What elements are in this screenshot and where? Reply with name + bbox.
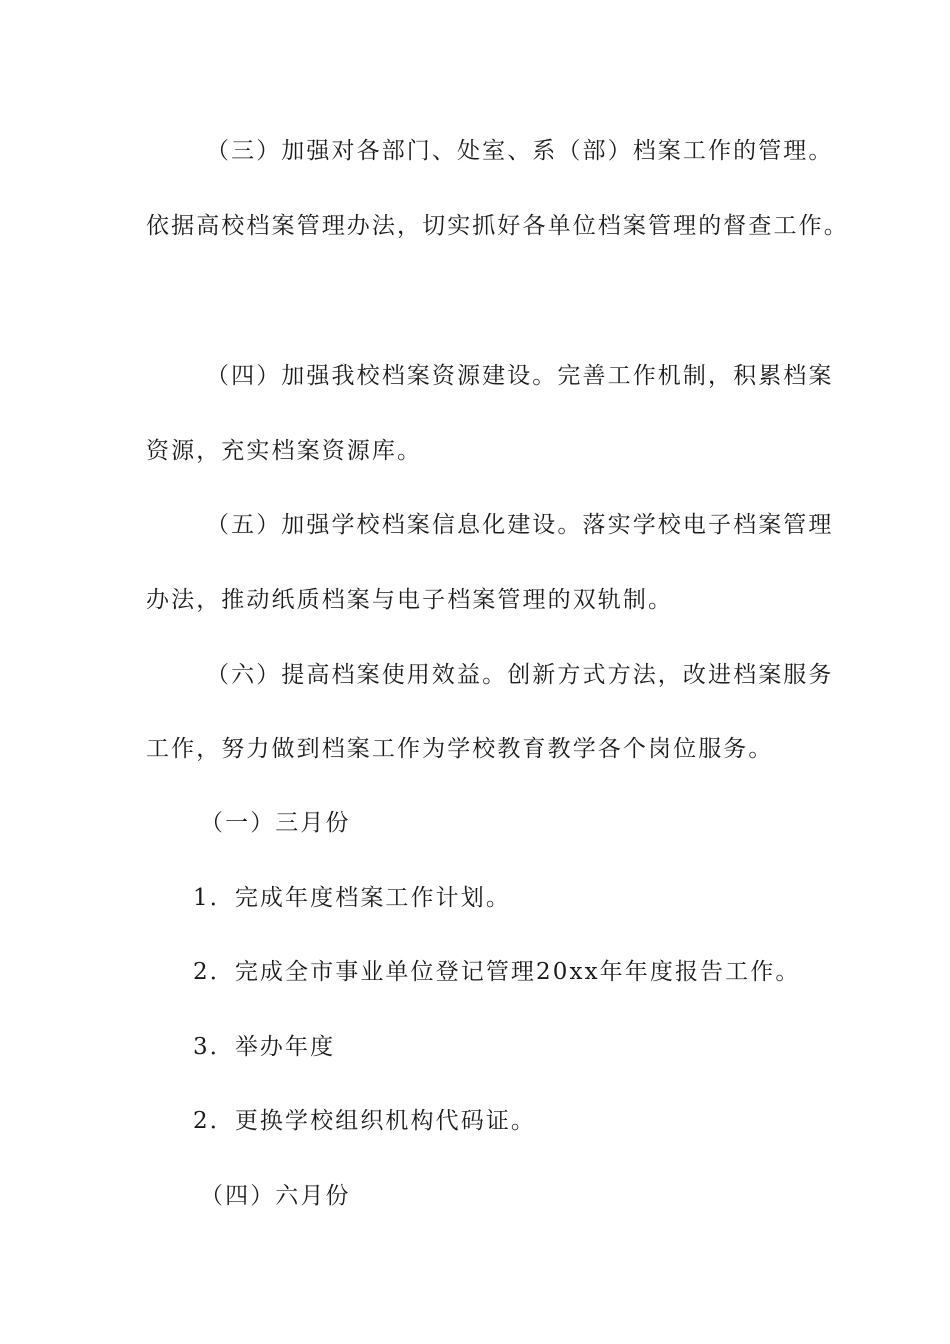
list-item: 3．举办年度 — [193, 1034, 336, 1060]
section-heading: （四）六月份 — [200, 1183, 351, 1209]
section-heading: （一）三月份 — [200, 810, 351, 836]
list-item: 2．更换学校组织机构代码证。 — [193, 1108, 537, 1134]
list-item: 2．完成全市事业单位登记管理20xx年年度报告工作。 — [193, 959, 801, 985]
paragraph-line: 办法，推动纸质档案与电子档案管理的双轨制。 — [146, 587, 674, 613]
list-item: 1．完成年度档案工作计划。 — [193, 885, 511, 911]
paragraph-line: （六）提高档案使用效益。创新方式方法，改进档案服务 — [206, 662, 834, 688]
paragraph-line: 工作，努力做到档案工作为学校教育教学各个岗位服务。 — [146, 736, 774, 762]
paragraph-line: （四）加强我校档案资源建设。完善工作机制，积累档案 — [206, 363, 834, 389]
paragraph-line: （五）加强学校档案信息化建设。落实学校电子档案管理 — [206, 512, 834, 538]
paragraph-line: 依据高校档案管理办法，切实抓好各单位档案管理的督查工作。 — [146, 213, 849, 239]
paragraph-line: （三）加强对各部门、处室、系（部）档案工作的管理。 — [206, 138, 834, 164]
paragraph-line: 资源，充实档案资源库。 — [146, 438, 423, 464]
